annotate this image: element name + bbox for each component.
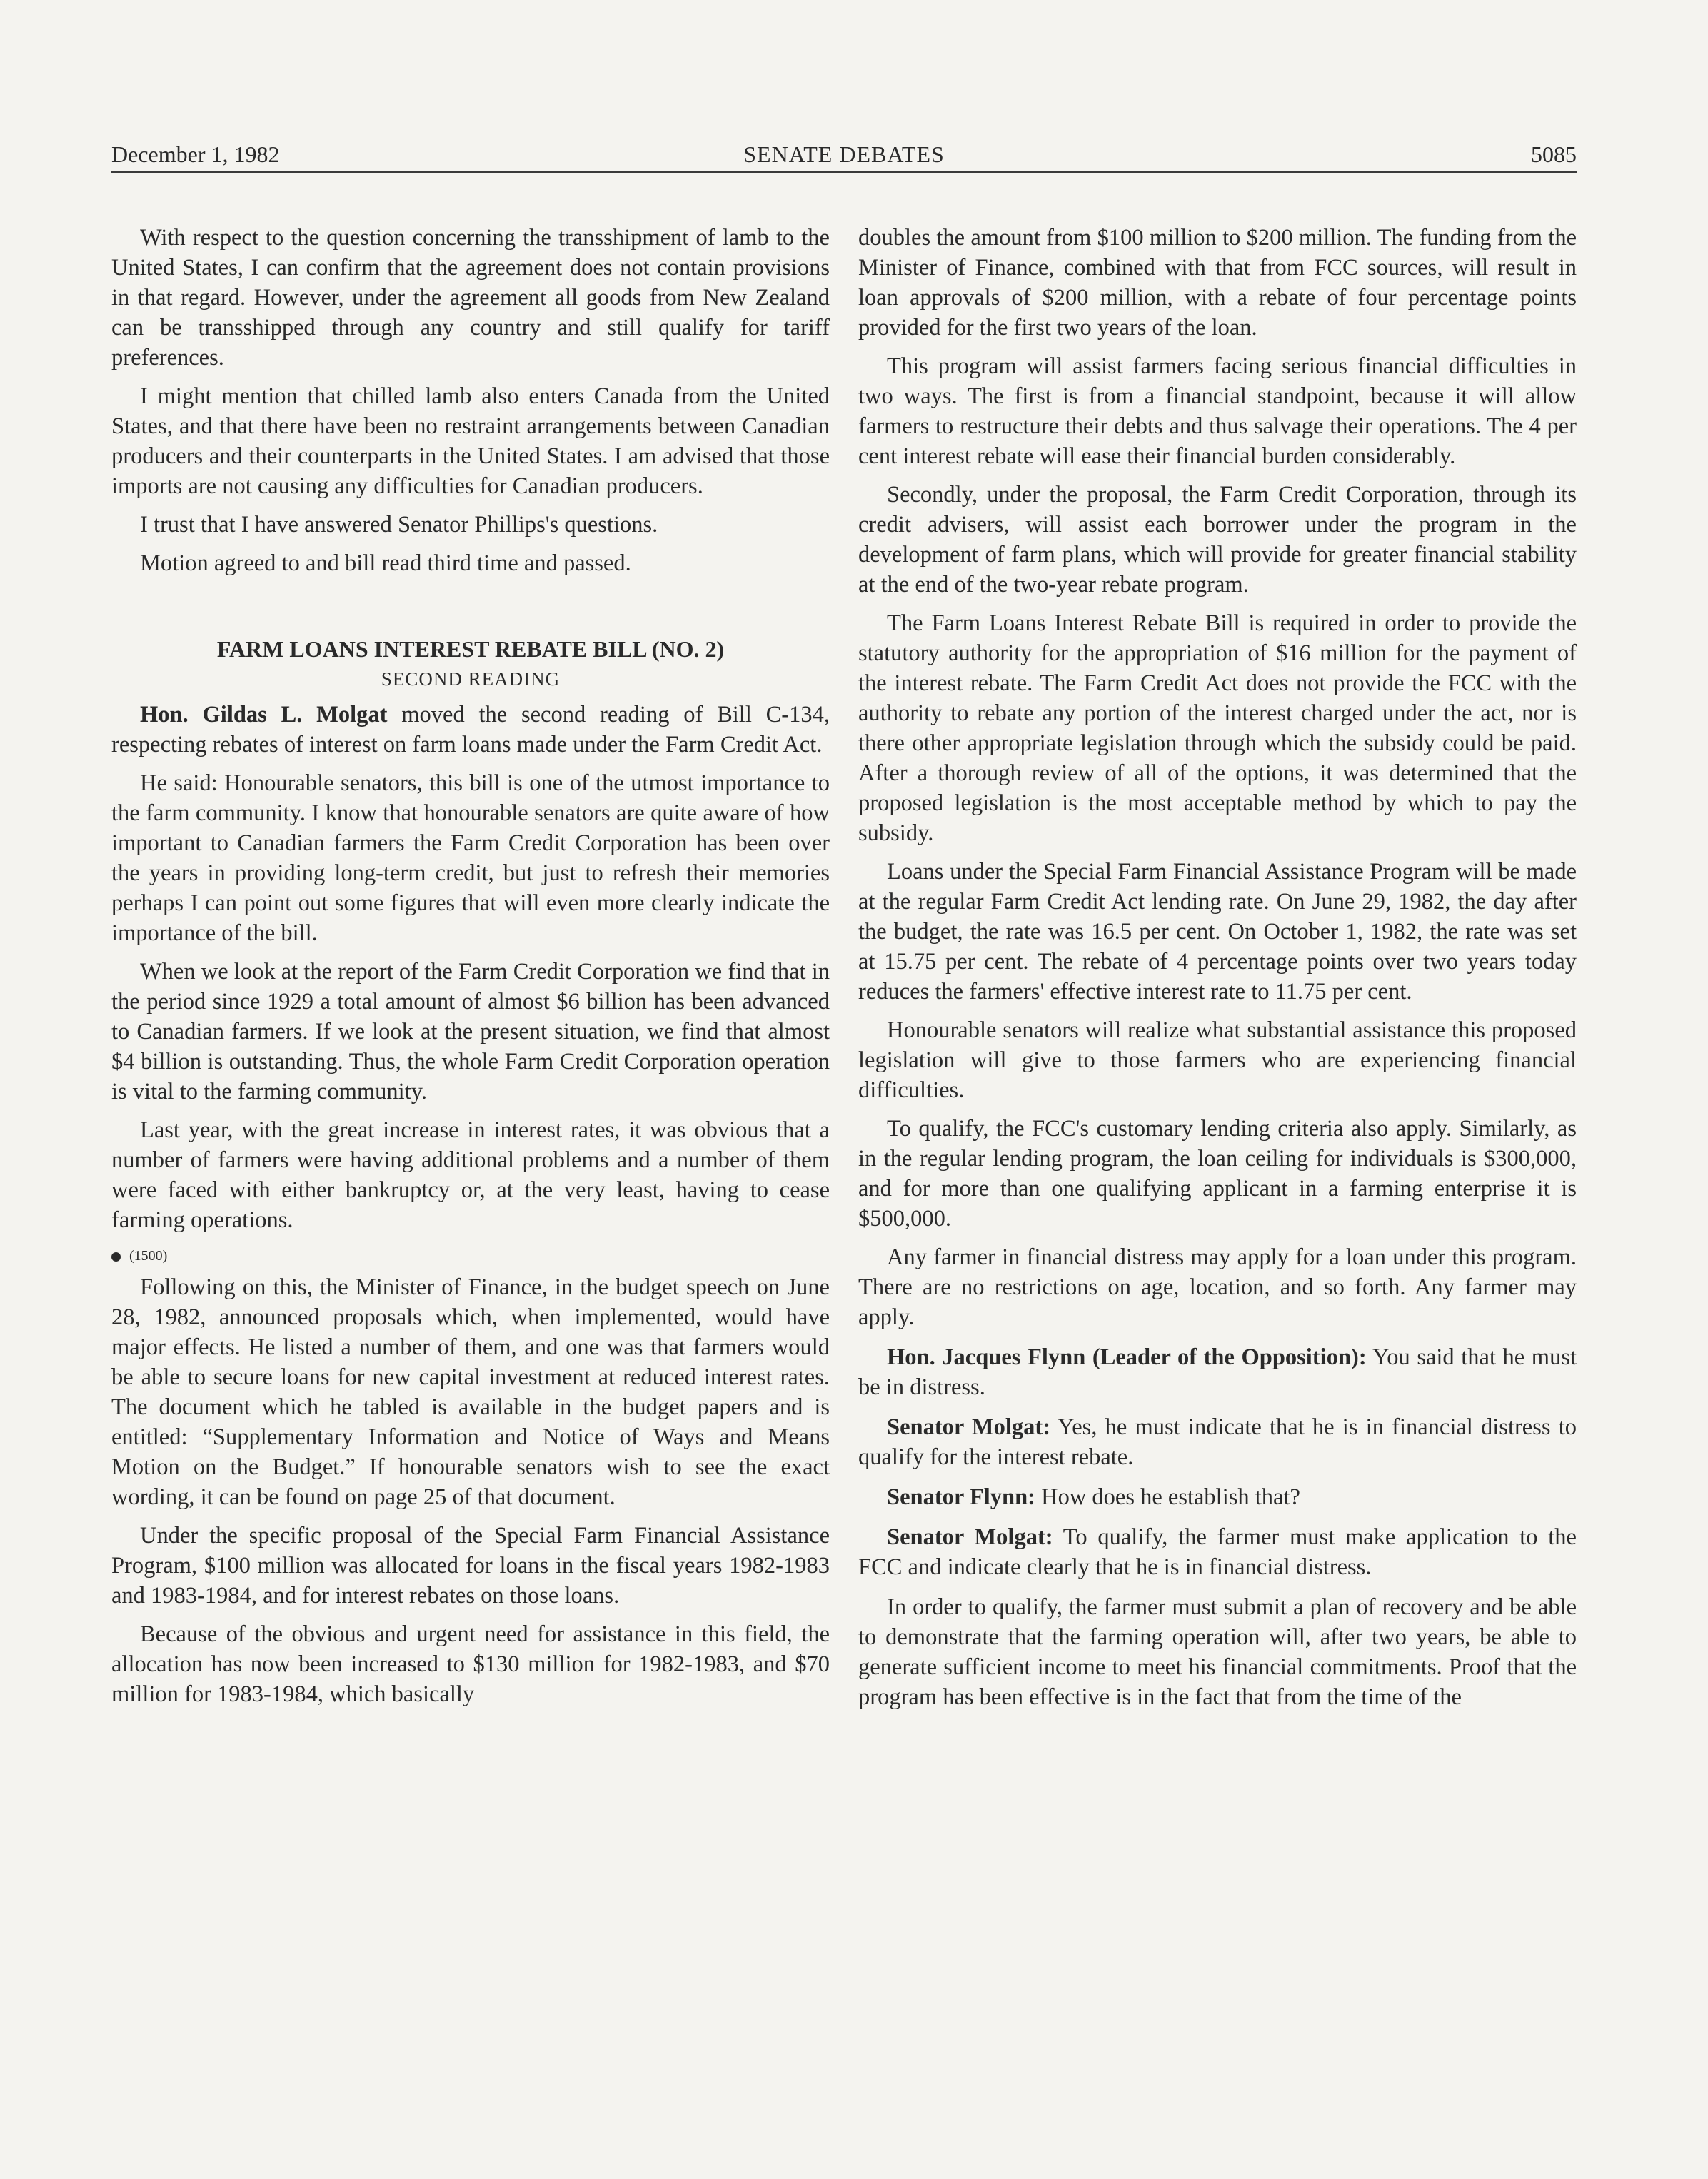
speech-paragraph <box>858 1412 1577 1472</box>
speech-text: To qualify, the farmer must make application to the FCC and indicate clearly that he is in financial distress. <box>858 1524 1577 1580</box>
speaker-name: Senator Molgat: <box>887 1414 1051 1440</box>
time-marker-text: (1500) <box>129 1248 168 1264</box>
speech-paragraph <box>111 700 830 760</box>
paragraph: Under the specific proposal of the Special Farm Financial Assistance Program, $100 million was allocated for loans in the fiscal years 1982-1983 and 1983-1984, and for interest rebates on those loans. <box>111 1523 830 1609</box>
header-title: SENATE DEBATES <box>743 141 945 167</box>
paragraph: Because of the obvious and urgent need for assistance in this field, the allocation has now been increased to $130 million for 1982-1983, and $70 million for 1983-1984, which basically <box>111 1621 830 1707</box>
paragraph: To qualify, the FCC's customary lending criteria also apply. Similarly, as in the regular lending program, the loan ceiling for individuals is $300,000, and for more than one qualifying applicant in a farming enterprise it is $500,000. <box>858 1116 1577 1232</box>
time-marker <box>111 1244 830 1268</box>
paragraph: With respect to the question concerning the transshipment of lamb to the United States, I can confirm that the agreement does not contain provisions in that regard. However, under the agreement all goods from New Zealand can be transshipped through any country and still qualify for tariff preferences. <box>111 225 830 371</box>
paragraph: The Farm Loans Interest Rebate Bill is required in order to provide the statutory authority for the appropriation of $16 million for the payment of the interest rebate. The Farm Credit Act does not provide the FCC with the authority to rebate any portion of the interest charged under the act, nor is there other appropriate legislation through which the subsidy could be paid. After a thorough review of all of the options, it was determined that the proposed legislation is the most acceptable method by which to pay the subsidy. <box>858 610 1577 846</box>
page-number: 5085 <box>1531 141 1577 167</box>
right-column <box>858 223 1577 1721</box>
paragraph: This program will assist farmers facing serious financial difficulties in two ways. The first is from a financial standpoint, because it will allow farmers to restructure their debts and thus salvage their operations. The 4 per cent interest rebate will ease their financial burden considerably. <box>858 353 1577 469</box>
paragraph: When we look at the report of the Farm Credit Corporation we find that in the period since 1929 a total amount of almost $6 billion has been advanced to Canadian farmers. If we look at the present situation, we find that almost $4 billion is outstanding. Thus, the whole Farm Credit Corporation operation is vital to the farming community. <box>111 959 830 1104</box>
paragraph: He said: Honourable senators, this bill is one of the utmost importance to the farm community. I know that honourable senators are quite aware of how important to Canadian farmers the Farm Credit Corporation has been over the years in providing long-term credit, but just to refresh their memories perhaps I can point out some figures that will even more clearly indicate the importance of the bill. <box>111 770 830 946</box>
speech-text: Yes, he must indicate that he is in financial distress to qualify for the interest rebate. <box>858 1414 1577 1470</box>
paragraph: Any farmer in financial distress may apply for a loan under this program. There are no restrictions on age, location, and so forth. Any farmer may apply. <box>858 1244 1577 1330</box>
bullet-icon <box>111 1252 121 1262</box>
left-column <box>111 223 830 1718</box>
paragraph: In order to qualify, the farmer must submit a plan of recovery and be able to demonstrate that the farming operation will, after two years, be able to generate sufficient income to meet his financial commitments. Proof that the program has been effective is in the fact that from the time of the <box>858 1594 1577 1710</box>
paragraph: doubles the amount from $100 million to $200 million. The funding from the Minister of Finance, combined with that from FCC sources, will result in loan approvals of $200 million, with a rebate of four percentage points provided for the first two years of the loan. <box>858 225 1577 341</box>
speech-paragraph <box>858 1342 1577 1402</box>
paragraph: Loans under the Special Farm Financial Assistance Program will be made at the regular Farm Credit Act lending rate. On June 29, 1982, the day after the budget, the rate was 16.5 per cent. On October 1, 1982, the rate was set at 15.75 per cent. The rebate of 4 percentage points over two years today reduces the farmers' effective interest rate to 11.75 per cent. <box>858 859 1577 1005</box>
paragraph: Following on this, the Minister of Finance, in the budget speech on June 28, 1982, announced proposals which, when implemented, would have major effects. He listed a number of them, and one was that farmers would be able to secure loans for new capital investment at reduced interest rates. The document which he tabled is available in the budget papers and is entitled: “Supplementary Information and Notice of Ways and Means Motion on the Budget.” If honourable senators wish to see the exact wording, it can be found on page 25 of that document. <box>111 1274 830 1510</box>
speaker-name: Senator Molgat: <box>887 1524 1053 1550</box>
speech-paragraph <box>858 1482 1577 1512</box>
paragraph: Secondly, under the proposal, the Farm Credit Corporation, through its credit advisers, will assist each borrower under the program in the development of farm plans, which will provide for greater financial stability at the end of the two-year rebate program. <box>858 482 1577 598</box>
paragraph: I might mention that chilled lamb also enters Canada from the United States, and that there have been no restraint arrangements between Canadian producers and their counterparts in the United States. I am advised that those imports are not causing any difficulties for Canadian producers. <box>111 383 830 499</box>
speaker-name: Hon. Gildas L. Molgat <box>140 702 388 728</box>
paragraph: Motion agreed to and bill read third time and passed. <box>140 550 631 576</box>
paragraph: Last year, with the great increase in interest rates, it was obvious that a number of farmers were having additional problems and a number of them were faced with either bankruptcy or, at the very least, having to cease farming operations. <box>111 1117 830 1233</box>
paragraph: Honourable senators will realize what substantial assistance this proposed legislation will give to those farmers who are experiencing financial difficulties. <box>858 1017 1577 1103</box>
speaker-name: Hon. Jacques Flynn (Leader of the Opposition): <box>887 1344 1367 1370</box>
paragraph: I trust that I have answered Senator Phillips's questions. <box>140 512 658 538</box>
page-header <box>111 140 1577 173</box>
section-subheading: SECOND READING <box>381 668 561 690</box>
speech-text: moved the second reading of Bill C-134, respecting rebates of interest on farm loans made under the Farm Credit Act. <box>111 702 830 758</box>
speech-text: You said that he must be in distress. <box>858 1344 1577 1400</box>
speaker-name: Senator Flynn: <box>887 1484 1035 1510</box>
speech-paragraph <box>858 1522 1577 1582</box>
speech-text: How does he establish that? <box>1035 1484 1300 1510</box>
header-date: December 1, 1982 <box>111 141 280 167</box>
section-heading: FARM LOANS INTEREST REBATE BILL (NO. 2) <box>216 636 725 662</box>
